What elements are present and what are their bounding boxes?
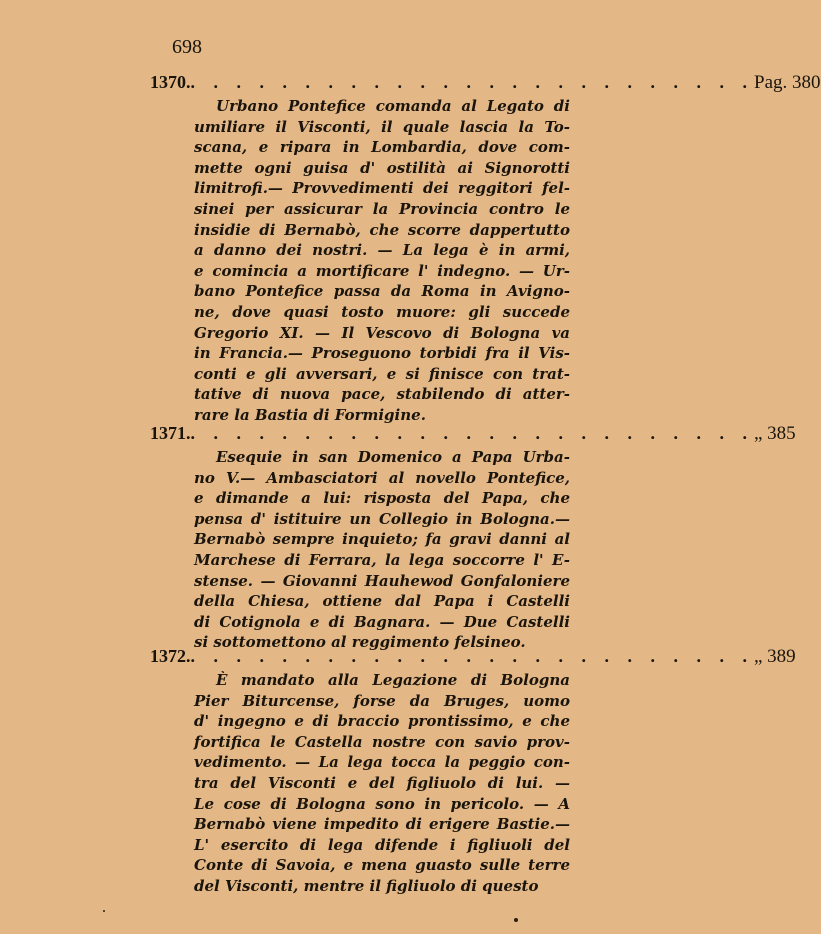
text-line: della Chiesa, ottiene dal Papa i Castelli — [194, 592, 570, 611]
page-reference: „ 389 — [754, 646, 796, 667]
text-line: vedimento. — La lega tocca la peggio con- — [194, 753, 570, 772]
ink-speck — [103, 910, 105, 912]
entry-summary — [150, 670, 570, 897]
text-line: conti e gli avversari, e si finisce con trat- — [194, 364, 570, 383]
text-line: e comincia a mortificare l' indegno. — Ur- — [194, 261, 570, 280]
text-line: Pier Biturcense, forse da Bruges, uomo — [194, 691, 570, 710]
text-line: tative di nuova pace, stabilendo di atter- — [194, 385, 570, 404]
text-line: rare la Bastia di Formigine. — [194, 405, 426, 424]
text-line: bano Pontefice passa da Roma in Avigno- — [194, 282, 570, 301]
text-line: Marchese di Ferrara, la lega soccorre l' E- — [194, 550, 570, 569]
text-line: L' esercito di lega difende i figliuoli del — [194, 835, 570, 854]
leader-dots: . . . . . . . . . . . . . . . . . . . . . . . . . — [190, 72, 754, 92]
text-line: in Francia.— Proseguono torbidi fra il Vis- — [194, 344, 570, 363]
entry-heading — [150, 423, 796, 447]
text-line: È mandato alla Legazione di Bologna — [216, 671, 570, 689]
text-line: umiliare il Visconti, il quale lascia la To- — [194, 117, 570, 136]
text-line: stense. — Giovanni Hauhewod Gonfaloniere — [194, 571, 570, 590]
text-line: scana, e ripara in Lombardia, dove com- — [194, 138, 570, 157]
entry-1372 — [150, 646, 796, 897]
entry-year: 1371. — [150, 423, 191, 443]
leader-dots: . . . . . . . . . . . . . . . . . . . . . . . . . — [190, 423, 754, 443]
page-reference: Pag. 380 — [754, 72, 821, 93]
text-line: del Visconti, mentre il figliuolo di questo — [194, 876, 539, 895]
text-line: Bernabò viene impedito di erigere Bastie.— — [194, 815, 570, 834]
text-line: tra del Visconti e del figliuolo di lui. — — [194, 773, 570, 792]
entry-summary — [150, 447, 570, 653]
text-line: Gregorio XI. — Il Vescovo di Bologna va — [194, 323, 570, 342]
entry-year: 1370. — [150, 72, 191, 92]
text-line: e dimande a lui: risposta del Papa, che — [194, 489, 570, 508]
text-line: insidie di Bernabò, che scorre dappertutto — [194, 220, 570, 239]
text-line: di Cotignola e di Bagnara. — Due Castelli — [194, 612, 570, 631]
text-line: mette ogni guisa d' ostilità ai Signorotti — [194, 158, 570, 177]
entry-heading — [150, 72, 821, 96]
entry-year: 1372. — [150, 646, 191, 666]
leader-dots: . . . . . . . . . . . . . . . . . . . . . . . . . — [190, 646, 754, 666]
text-line: Esequie in san Domenico a Papa Urba- — [216, 448, 570, 466]
text-line: Conte di Savoia, e mena guasto sulle terre — [194, 856, 570, 875]
text-line: Bernabò sempre inquieto; fa gravi danni al — [194, 530, 570, 549]
text-line: pensa d' istituire un Collegio in Bologna.— — [194, 509, 570, 528]
text-line: Le cose di Bologna sono in pericolo. — A — [194, 794, 570, 813]
entry-summary — [150, 96, 570, 426]
text-line: ne, dove quasi tosto muore: gli succede — [194, 302, 570, 321]
text-line: a danno dei nostri. — La lega è in armi, — [194, 241, 570, 260]
text-line: sinei per assicurar la Provincia contro le — [194, 199, 570, 218]
text-line: fortifica le Castella nostre con savio prov- — [194, 732, 570, 751]
text-line: limitrofi.— Provvedimenti dei reggitori fel- — [194, 179, 570, 198]
page-number: 698 — [172, 36, 202, 58]
text-line: d' ingegno e di braccio prontissimo, e che — [194, 712, 570, 731]
entry-1371 — [150, 423, 796, 653]
entry-heading — [150, 646, 796, 670]
ink-speck — [514, 918, 518, 922]
text-line: si sottomettono al reggimento felsineo. — [194, 633, 526, 652]
text-line: Urbano Pontefice comanda al Legato di — [216, 97, 570, 115]
text-line: no V.— Ambasciatori al novello Pontefice, — [194, 468, 570, 487]
page-reference: „ 385 — [754, 423, 796, 444]
entry-1370 — [150, 72, 821, 426]
